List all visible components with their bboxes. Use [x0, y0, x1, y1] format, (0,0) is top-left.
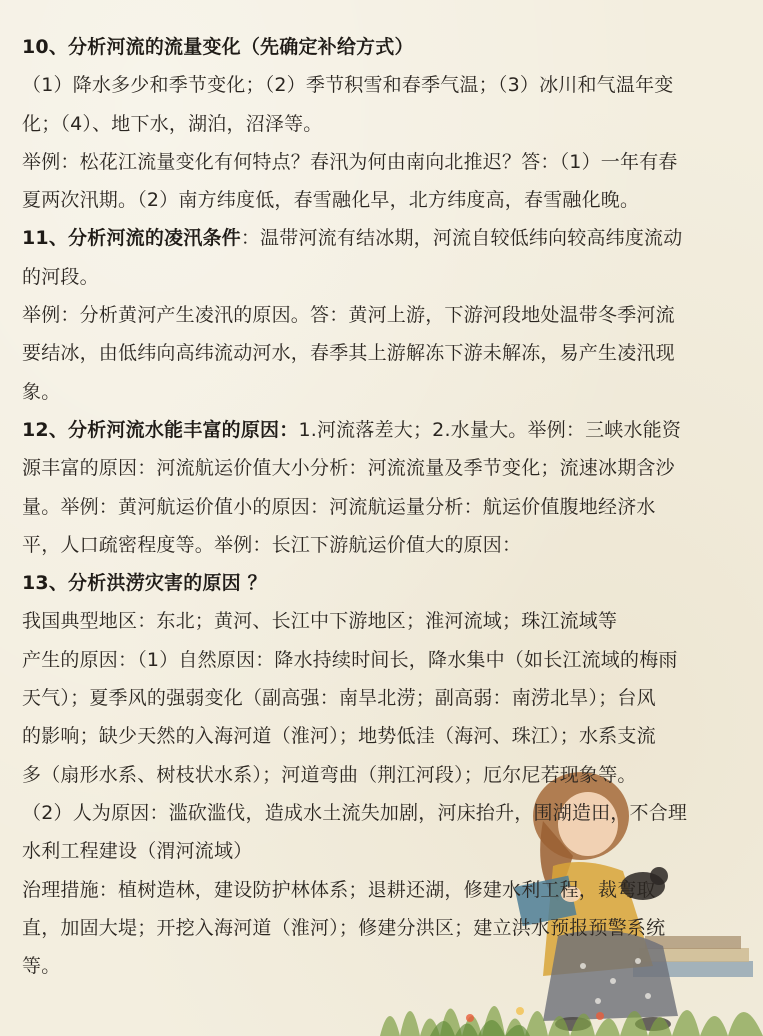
- paragraph-line: 治理措施：植树造林，建设防护林体系；退耕还湖，修建水利工程，裁弯取: [22, 878, 656, 901]
- heading-text: 11、分析河流的凌汛条件: [22, 227, 241, 250]
- paragraph-line: 我国典型地区：东北；黄河、长江中下游地区；淮河流域；珠江流域等: [22, 610, 618, 633]
- paragraph-line: 的河段。: [22, 265, 99, 288]
- heading-text: 12、分析河流水能丰富的原因：: [22, 418, 299, 441]
- paragraph-line: 多（扇形水系、树枝状水系）；河道弯曲（荆江河段）；厄尔尼若现象等。: [22, 763, 637, 786]
- paragraph-line: 平，人口疏密程度等。举例：长江下游航运价值大的原因：: [22, 533, 522, 556]
- document-body: [22, 28, 750, 985]
- paragraph-line: 要结冰，由低纬向高纬流动河水，春季其上游解冻下游未解冻，易产生凌汛现: [22, 342, 675, 365]
- heading-text: 13、分析洪涝灾害的原因 ？: [22, 572, 267, 595]
- section-13-heading: [22, 564, 750, 602]
- paragraph-line: 象。: [22, 380, 61, 403]
- section-11-heading: [22, 219, 750, 257]
- paragraph-line: 量。举例：黄河航运价值小的原因：河流航运量分析：航运价值腹地经济水: [22, 495, 656, 518]
- paragraph-line: 举例：松花江流量变化有何特点？春汛为何由南向北推迟？答：（1）一年有春: [22, 150, 678, 173]
- paragraph-line: 源丰富的原因：河流航运价值大小分析：河流流量及季节变化；流速冰期含沙: [22, 457, 675, 480]
- heading-suffix: 1.河流落差大；2.水量大。举例：三峡水能资: [298, 418, 682, 441]
- paragraph-line: 举例：分析黄河产生凌汛的原因。答：黄河上游，下游河段地处温带冬季河流: [22, 304, 675, 327]
- heading-suffix: ：温带河流有结冰期，河流自较低纬向较高纬度流动: [240, 227, 683, 250]
- paragraph-line: 产生的原因：（1）自然原因：降水持续时间长，降水集中（如长江流域的梅雨: [22, 648, 678, 671]
- heading-text: 10、分析河流的流量变化（先确定补给方式）: [22, 36, 414, 58]
- paragraph-line: 水利工程建设（渭河流域）: [22, 840, 253, 863]
- paragraph-line: 等。: [22, 955, 61, 978]
- section-12-heading: [22, 411, 750, 449]
- paragraph-line: 天气）；夏季风的强弱变化（副高强：南旱北涝；副高弱：南涝北旱）；台风: [22, 687, 656, 710]
- paragraph-line: （2）人为原因：滥砍滥伐，造成水土流失加剧，河床抬升，围湖造田，不合理: [22, 801, 688, 824]
- paragraph-line: 直，加固大堤；开挖入海河道（淮河）；修建分洪区；建立洪水预报预警系统: [22, 916, 666, 939]
- paragraph-line: 化；（4）、地下水，湖泊，沼泽等。: [22, 112, 323, 135]
- paragraph-line: 的影响；缺少天然的入海河道（淮河）；地势低洼（海河、珠江）；水系支流: [22, 725, 656, 748]
- section-10-heading: [22, 28, 750, 66]
- paragraph-line: 夏两次汛期。（2）南方纬度低，春雪融化早，北方纬度高，春雪融化晚。: [22, 189, 640, 212]
- paragraph-line: （1）降水多少和季节变化；（2）季节积雪和春季气温；（3）冰川和气温年变: [22, 74, 674, 97]
